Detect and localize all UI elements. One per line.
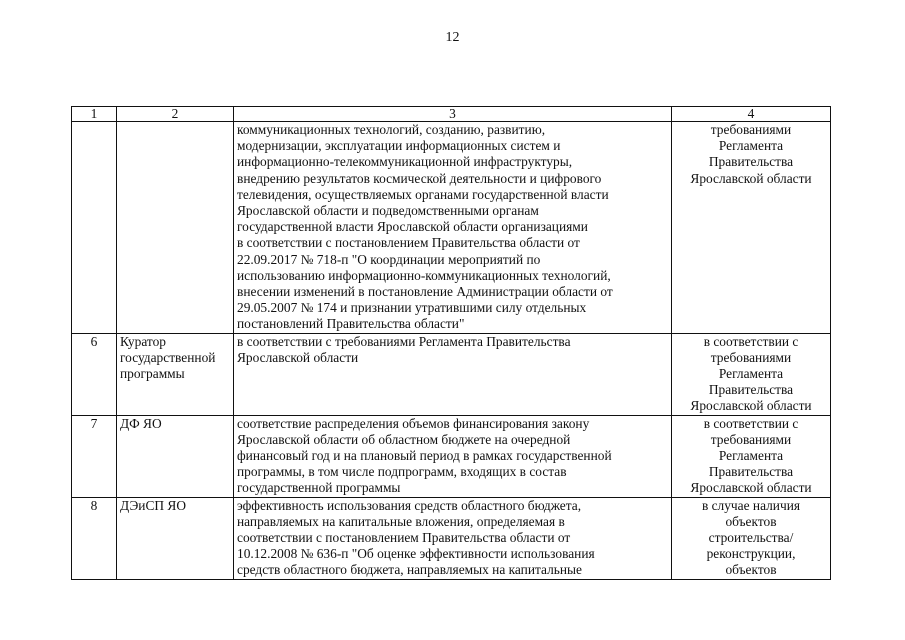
- condition-note-line: Ярославской области: [690, 480, 812, 496]
- condition-note-line: требованиями: [710, 349, 792, 365]
- criterion-description-line: коммуникационных технологий, созданию, развитию,: [237, 122, 546, 137]
- criterion-description-line: 10.12.2008 № 636-п "Об оценке эффективности использования: [237, 546, 595, 562]
- condition-note-line: Ярославской области: [690, 170, 812, 186]
- participant-name-cell: [117, 497, 234, 579]
- condition-note-cell: [672, 122, 831, 334]
- condition-note-line: реконструкции,: [706, 546, 796, 562]
- criterion-description-line: государственной власти Ярославской области организациями: [237, 219, 588, 235]
- criterion-description-line: 29.05.2007 № 174 и признании утратившими силу отдельных: [237, 300, 587, 316]
- criterion-description-line: использованию информационно-коммуникационных технологий,: [237, 267, 611, 283]
- header-cell-4: 4: [672, 107, 831, 122]
- header-cell-3: 3: [234, 107, 672, 122]
- criterion-description-line: государственной программы: [237, 480, 401, 496]
- participant-name-line: ДЭиСП ЯО: [120, 497, 187, 513]
- row-number-cell: 6: [72, 333, 117, 415]
- table-row: [72, 415, 831, 497]
- criterion-description-line: информационно-телекоммуникационной инфраструктуры,: [237, 154, 573, 170]
- page-number: 12: [445, 30, 460, 45]
- criterion-description-line: 22.09.2017 № 718-п "О координации мероприятий по: [237, 251, 541, 267]
- condition-note-line: Правительства: [708, 154, 794, 170]
- criterion-description-line: средств областного бюджета, направляемых на капитальные: [237, 562, 582, 578]
- criterion-description-line: Ярославской области: [237, 349, 359, 365]
- criterion-description-line: программы, в том числе подпрограмм, входящих в состав: [237, 464, 567, 480]
- participant-name-line: Куратор: [120, 333, 166, 349]
- condition-note-line: в соответствии с: [703, 333, 799, 349]
- condition-note-cell: [672, 333, 831, 415]
- criterion-description-line: телевидения, осуществляемых органами государственной власти: [237, 186, 609, 202]
- condition-note-line: в случае наличия: [701, 497, 801, 513]
- criterion-description-line: Ярославской области и подведомственными органам: [237, 203, 539, 219]
- row-number-cell: 7: [72, 415, 117, 497]
- criterion-description-line: в соответствии с постановлением Правительства области от: [237, 235, 580, 251]
- participant-name-cell: [117, 122, 234, 334]
- condition-note-cell: [672, 415, 831, 497]
- row-number-cell: 8: [72, 497, 117, 579]
- condition-note-line: Правительства: [708, 464, 794, 480]
- criterion-description-line: эффективность использования средств областного бюджета,: [237, 497, 582, 513]
- criterion-description-line: соответствии с постановлением Правительства области от: [237, 530, 571, 546]
- header-cell-2: 2: [117, 107, 234, 122]
- participant-name-line: ДФ ЯО: [120, 415, 162, 431]
- participant-name-cell: [117, 415, 234, 497]
- criterion-description-line: модернизации, эксплуатации информационных систем и: [237, 138, 561, 154]
- condition-note-line: Регламента: [718, 366, 784, 382]
- criterion-description-line: направляемых на капитальные вложения, определяемая в: [237, 513, 565, 529]
- criterion-description-cell: [234, 333, 672, 415]
- table-row: [72, 497, 831, 579]
- condition-note-line: Правительства: [708, 382, 794, 398]
- condition-note-line: Регламента: [718, 448, 784, 464]
- participant-name-line: программы: [120, 366, 185, 382]
- condition-note-line: требованиями: [710, 431, 792, 447]
- condition-note-line: объектов: [725, 562, 777, 578]
- criterion-description-cell: [234, 122, 672, 334]
- condition-note-line: в соответствии с: [703, 415, 799, 431]
- criterion-description-line: Ярославской области об областном бюджете на очередной: [237, 431, 571, 447]
- table-row: [72, 333, 831, 415]
- criterion-description-line: внедрению результатов космической деятельности и цифрового: [237, 170, 602, 186]
- table-row: [72, 122, 831, 334]
- criterion-description-line: соответствие распределения объемов финансирования закону: [237, 415, 590, 431]
- participant-name-line: государственной: [120, 349, 216, 365]
- criterion-description-cell: [234, 415, 672, 497]
- row-number-cell: [72, 122, 117, 334]
- condition-note-line: Ярославской области: [690, 398, 812, 414]
- condition-note-line: требованиями: [710, 122, 792, 137]
- criterion-description-cell: [234, 497, 672, 579]
- header-cell-1: 1: [72, 107, 117, 122]
- condition-note-line: строительства/: [708, 530, 794, 546]
- condition-note-line: Регламента: [718, 138, 784, 154]
- criterion-description-line: постановлений Правительства области": [237, 316, 465, 332]
- condition-note-line: объектов: [725, 513, 777, 529]
- criterion-description-line: внесении изменений в постановление Администрации области от: [237, 284, 613, 300]
- table-header-row: [72, 107, 831, 122]
- condition-note-cell: [672, 497, 831, 579]
- criterion-description-line: финансовый год и на плановый период в рамках государственной: [237, 448, 612, 464]
- criterion-description-line: в соответствии с требованиями Регламента Правительства: [237, 333, 571, 349]
- participant-name-cell: [117, 333, 234, 415]
- document-table: [71, 106, 831, 580]
